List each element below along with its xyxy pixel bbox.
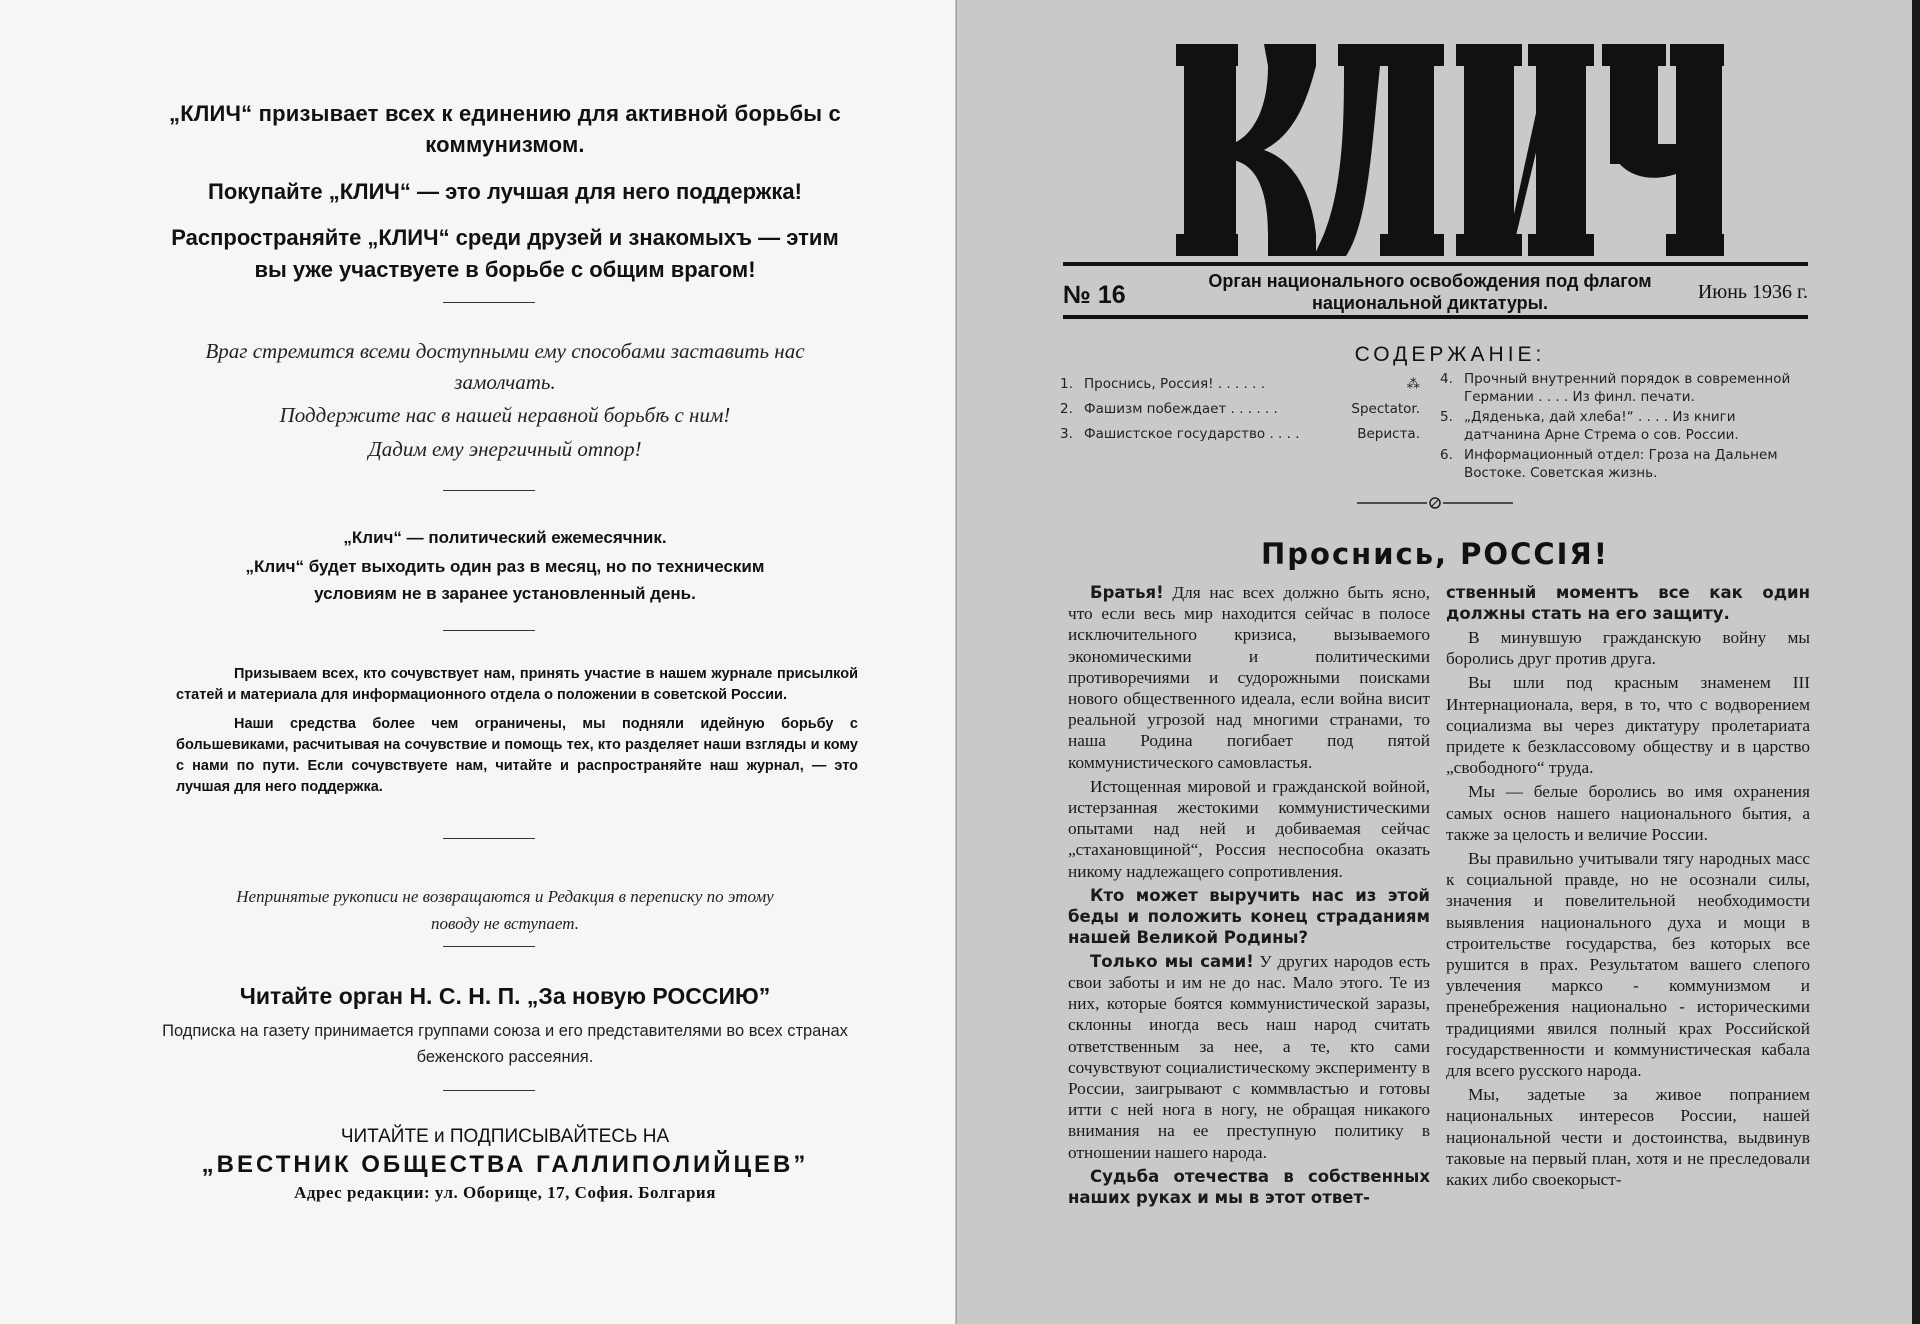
divider bbox=[443, 630, 535, 631]
toc-number: 5. bbox=[1440, 409, 1453, 425]
paragraph: Вы шли под красным знаменем III Интернационала, веря, в то, что с водворением социализма вы через диктатуру пролетариата придете к безклассовому обществу и в царство „свободного“ труда. bbox=[1446, 673, 1810, 778]
subscription-info: Подписка на газету принимается группами союза и его представителями во всех странах беженского рассеяния. bbox=[162, 1022, 848, 1066]
toc-title-text: Проснись, Россия! . . . . . . bbox=[1084, 376, 1266, 392]
paragraph: В минувшую гражданскую войну мы боролись друг против друга. bbox=[1446, 628, 1810, 669]
paragraph-text: У других народов есть свои заботы и им не до нас. Мало этого. Те из них, которые боятся коммунистической заразы, склонны иногда весь наш народ считать ответственным за нее, а те, кто сами сочувствуют социалистическому эксперименту в России, заигрывают с коммвластью и готовы итти с ней нога в ногу, не обращая никакого внимания на ее преступную политику в отношении нашего народа. bbox=[1068, 951, 1431, 1162]
scan-edge bbox=[1912, 0, 1920, 1324]
toc-item[interactable] bbox=[1060, 399, 1420, 420]
toc-number: 3. bbox=[1060, 426, 1073, 442]
issue-date: Июнь 1936 г. bbox=[1697, 281, 1808, 303]
paragraph bbox=[1068, 951, 1430, 1163]
divider bbox=[443, 490, 535, 491]
appeal-buy: Покупайте „КЛИЧ“ — это лучшая для него поддержка! bbox=[208, 179, 802, 204]
toc-number: 1. bbox=[1060, 376, 1073, 392]
call-paragraph: Наши средства более чем ограничены, мы подняли идейную борьбу с большевиками, расчитывая на сочувствие и помощь тех, кто разделяет наши взгляды и кому с нами по пути. Если сочувствуете нам, читайте и распространяйте наш журнал, — это лучшая для него поддержка. bbox=[176, 716, 858, 795]
divider bbox=[443, 1090, 535, 1091]
paragraph: Вы правильно учитывали тягу народных масс к социальной правде, но не осознали силы, значения и повелительной необходимости выявления национального духа и мощи в строительстве государства, без которых все рушится в прах. Результатом вашего слепого увлечения марксо - коммунизмом и пренебрежения национально - историческими традициями явился полный крах Российской государственности и коммунистическая кабала для всего русского народа. bbox=[1446, 849, 1810, 1081]
monthly-notice: „Клич“ — политический ежемесячник. bbox=[343, 528, 667, 547]
paragraph bbox=[1068, 776, 1430, 882]
toc-title-text: Прочный внутренний порядок в современной Германии . . . . Из финл. печати. bbox=[1464, 371, 1791, 405]
vestnik-title: „ВЕСТНИК ОБЩЕСТВА ГАЛЛИПОЛИЙЦЕВ” bbox=[201, 1151, 809, 1178]
bold-paragraph: ственный моментъ все как один должны стать на его защиту. bbox=[1446, 583, 1810, 623]
toc-item[interactable] bbox=[1440, 446, 1810, 482]
toc-author: ⁂ bbox=[1406, 376, 1420, 392]
divider bbox=[443, 302, 535, 303]
editorial-address: Адрес редакции: ул. Оборище, 17, София. Болгария bbox=[294, 1183, 716, 1202]
toc-item[interactable] bbox=[1060, 424, 1420, 445]
lead-in: Только мы сами! bbox=[1090, 951, 1254, 971]
monthly-schedule: „Клич“ будет выходить один раз в месяц, но по техническим условиям не в заранее установленный день. bbox=[245, 557, 765, 603]
left-page bbox=[0, 0, 957, 1324]
toc-number: 4. bbox=[1440, 371, 1453, 387]
toc-title-text: Фашистское государство . . . . bbox=[1084, 426, 1300, 442]
paragraph bbox=[1068, 582, 1430, 773]
toc-right-column bbox=[1440, 370, 1810, 484]
call-paragraph: Призываем всех, кто сочувствует нам, принять участие в нашем журнале присылкой статей и материала для информационного отдела о положении в советской России. bbox=[176, 666, 858, 703]
toc-title: СОДЕРЖАНIЕ: bbox=[1354, 343, 1546, 366]
paragraph: Мы — белые боролись во имя охранения самых основ нашего национального бытия, а также за целость и величие России. bbox=[1446, 782, 1810, 844]
masthead-logo bbox=[1176, 44, 1724, 256]
article-column-1 bbox=[1068, 582, 1430, 1211]
paragraph: Мы, задетые за живое попранием национальных интересов России, нашей национальной чести и достоинства, выдвинув таковые на первый план, хотя и не преследовали каких либо своекорыст- bbox=[1446, 1085, 1810, 1190]
bold-paragraph: Кто может выручить нас из этой беды и положить конец страданиям нашей Великой Родины? bbox=[1068, 885, 1430, 947]
toc-author: Вериста. bbox=[1357, 426, 1420, 442]
organ-subtitle: Орган национального освобождения под флагом национальной диктатуры. bbox=[1208, 271, 1652, 313]
toc-left-column bbox=[1060, 374, 1420, 449]
read-organ: Читайте орган Н. С. Н. П. „За новую РОССИЮ” bbox=[239, 983, 771, 1009]
paragraph-text: Для нас всех должно быть ясно, что если весь мир находится сейчас в полосе исключительного кризиса, вызываемого экономическими и политическими противоречиями и судорожными поисками нового общественного идеала, если война висит реальной угрозой над многими странами, то наша Родина погибает под пятой коммунистического самовластья. bbox=[1068, 583, 1430, 772]
issue-number: № 16 bbox=[1063, 281, 1126, 309]
divider bbox=[443, 946, 535, 947]
ornament-divider bbox=[1357, 497, 1513, 509]
masthead-rule-top bbox=[1063, 262, 1808, 266]
toc-item[interactable] bbox=[1440, 408, 1810, 444]
paragraph-text: Истощенная мировой и гражданской войной, истерзанная жестокими коммунистическими опытами над ней и добиваемая сейчас „стахановщиной“, Россия неспособна оказать никому надлежащего сопротивления. bbox=[1068, 776, 1430, 881]
toc-number: 6. bbox=[1440, 447, 1453, 463]
article-column-2 bbox=[1446, 582, 1810, 1193]
call-to-contribute bbox=[176, 664, 858, 806]
appeal-spread: Распространяйте „КЛИЧ“ среди друзей и знакомыхъ — этим вы уже участвуете в борьбе с общим врагом! bbox=[171, 225, 839, 282]
toc-number: 2. bbox=[1060, 401, 1073, 417]
lead-in: Братья! bbox=[1090, 583, 1164, 602]
toc-author: Spectator. bbox=[1351, 401, 1420, 417]
masthead-rule-bottom bbox=[1063, 315, 1808, 319]
italic-support: Поддержите нас в нашей неравной борьбѣ с ним! bbox=[279, 403, 731, 427]
toc-item[interactable] bbox=[1060, 374, 1420, 395]
toc-title-text: Информационный отдел: Гроза на Дальнем Востоке. Советская жизнь. bbox=[1464, 447, 1778, 481]
italic-rebuff: Дадим ему энергичный отпор! bbox=[368, 437, 642, 461]
read-subscribe: ЧИТАЙТЕ и ПОДПИСЫВАЙТЕСЬ НА bbox=[340, 1126, 670, 1147]
article-title: Проснись, РОССIЯ! bbox=[1261, 537, 1609, 571]
italic-enemy: Враг стремится всеми доступными ему способами заставить нас замолчать. bbox=[205, 339, 805, 394]
toc-title-text: „Дяденька, дай хлеба!“ . . . . Из книги датчанина Арне Стрема о сов. России. bbox=[1464, 409, 1739, 443]
bold-paragraph: Судьба отечества в собственных наших руках и мы в этот ответ- bbox=[1068, 1166, 1430, 1207]
toc-item[interactable] bbox=[1440, 370, 1810, 406]
toc-title-text: Фашизм побеждает . . . . . . bbox=[1084, 401, 1278, 417]
manuscripts-notice: Непринятые рукописи не возвращаются и Редакция в переписку по этому поводу не вступает. bbox=[236, 887, 774, 933]
divider bbox=[443, 838, 535, 839]
appeal-unite: „КЛИЧ“ призывает всех к единению для активной борьбы с коммунизмом. bbox=[169, 101, 841, 157]
